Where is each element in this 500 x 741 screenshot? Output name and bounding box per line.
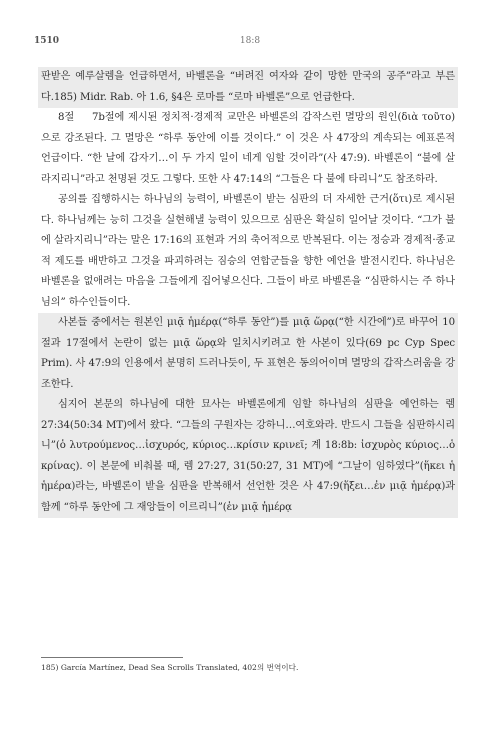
- footnote-divider: [41, 657, 183, 658]
- paragraph-verse-8: [41, 108, 455, 190]
- page-number: 1510: [34, 36, 60, 46]
- paragraph-manuscripts: 사본들 중에서는 원본인 μιᾷ ἡμέρᾳ(“하루 동안”)를 μιᾷ ὥρᾳ(“한 시간에”)로 바꾸어 10절과 17절에서 논란이 없는 μιᾷ ὥρᾳ와 일치시키려고 한 사본이 있다(69 pc Cyp Spec Prim). 사 47:9의 인용에서 분명히 드러나듯이, 두 표현은 동의어이며 멸망의 갑작스러움을 강조한다.: [38, 313, 458, 395]
- paragraph-jeremiah: 심지어 본문의 하나님에 대한 묘사는 바벨론에게 임할 하나님의 심판을 예언하는 렘 27:34(50:34 MT)에서 왔다. “그들의 구원자는 강하니…여호와라. 반드시 그들을 심판하시리니”(ὁ λυτρούμενος…ἰσχυρός, κύριος…κρίσιν κρινεῖ; 계 18:8b: ἰσχυρὸς κύριος…ὁ κρίνας). 이 본문에 비춰볼 때, 렘 27:27, 31(50:27, 31 MT)에 “그날이 임하였다”(ἥκει ἡ ἡμέρα)라는, 바벨론이 받을 심판을 반복해서 선언한 것은 사 47:9(ἥξει…ἐν μιᾷ ἡμέρᾳ)과 함께 “하루 동안에 그 재앙들이 이르리니”(ἐν μιᾷ ἡμέρᾳ: [38, 395, 458, 518]
- footnote: 185) García Martínez, Dead Sea Scrolls Translated, 402의 번역이다.: [41, 663, 299, 672]
- paragraph: 공의를 집행하시는 하나님의 능력이, 바벨론이 받는 심판의 더 자세한 근거(ὅτι)로 제시된다. 하나님께는 능히 그것을 실현해낼 능력이 있으므로 심판은 확실히 일어날 것이다. “그가 불에 살라지리니”라는 말은 17:16의 표현과 거의 축어적으로 반복된다. 이는 정승과 경제적·종교적 제도를 배반하고 그것을 파괴하려는 짐승의 연합군들을 향한 예언을 발전시킨다. 하나님은 바벨론을 없애려는 마음을 그들에게 집어넣으신다. 그들이 바로 바벨론을 “심판하시는 주 하나님의” 하수인들이다.: [41, 194, 455, 308]
- page-header: [0, 36, 500, 50]
- body-text: [41, 67, 455, 518]
- paragraph-continuation: 판받은 예루살렘을 언급하면서, 바벨론을 “버려진 여자와 같이 망한 만국의 공주”라고 부른다.185) Midr. Rab. 아 1.6, §4은 로마를 “로마 바벨론”으로 언급한다.: [38, 67, 458, 108]
- section-label: 8절: [58, 112, 75, 123]
- running-head-ref: 18:8: [239, 36, 261, 46]
- paragraph-verse-8-text: 7b절에 제시된 정치적·경제적 교만은 바벨론의 갑작스런 멸망의 원인(διὰ τοῦτο)으로 강조된다. 그 멸망은 “하루 동안에 이를 것이다.” 이 것은 사 47장의 계속되는 예표론적 언급이다. “한 날에 갑자기…이 두 가지 일이 네게 임할 것이라”(사 47:9). 바벨론이 “불에 살라지리니”라고 천명된 것도 그렇다. 또한 사 47:14의 “그들은 다 불에 타리니”도 참조하라.: [41, 112, 455, 185]
